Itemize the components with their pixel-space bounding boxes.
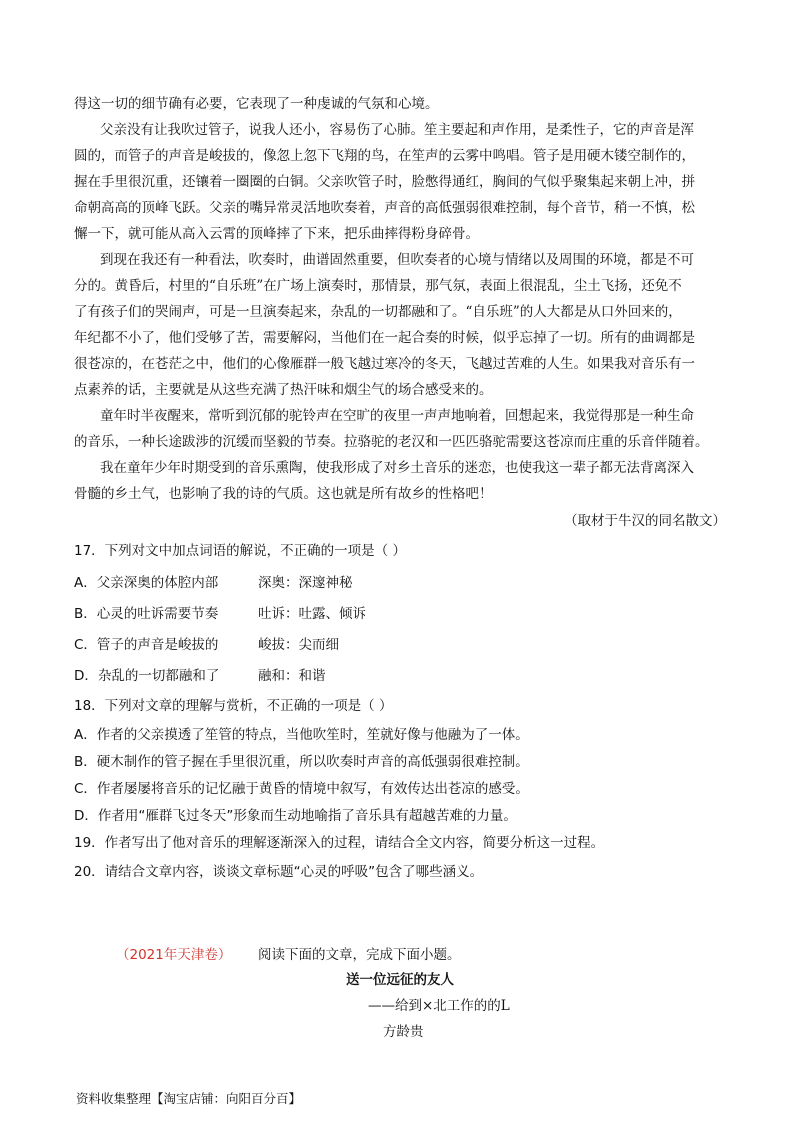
option-c: C．管子的声音是峻拔的 <box>74 637 219 653</box>
passage-line: 懈一下，就可能从高入云霄的顶峰摔了下来，把乐曲摔得粉身碎骨。 <box>74 226 479 242</box>
passage-line: 分的。黄昏后，村里的“自乐班”在广场上演奏时，那情景，那气氛，表面上很混乱，尘土飞扬，还免不 <box>74 278 682 294</box>
passage-line: 年纪都不小了，他们受够了苦，需要解闷，当他们在一起合奏的时候，似乎忘掉了一切。所有的曲调都是 <box>74 330 695 346</box>
passage-line: 圆的，而管子的声音是峻拔的，像忽上忽下飞翔的鸟，在笙声的云雾中鸣唱。管子是用硬木镂空制作的， <box>74 148 695 164</box>
passage-source: （取材于牛汉的同名散文） <box>564 513 726 529</box>
option-b: B．硬木制作的管子握在手里很沉重，所以吹奏时声音的高低强弱很难控制。 <box>74 754 529 770</box>
passage-line: 到现在我还有一种看法，吹奏时，曲谱固然重要，但吹奏者的心境与情绪以及周围的环境，都是不可 <box>100 252 694 268</box>
footer-text: 资料收集整理【淘宝店铺：向阳百分百】 <box>76 1091 302 1106</box>
option-c-gloss: 峻拔：尖而细 <box>258 637 339 653</box>
article-title: 送一位远征的友人 <box>346 972 454 988</box>
question-stem: 18．下列对文章的理解与赏析，不正确的一项是（ ） <box>74 698 393 714</box>
question-stem: 17．下列对文中加点词语的解说，不正确的一项是（ ） <box>74 543 406 559</box>
option-a: A．父亲深奥的体腔内部 <box>74 575 219 591</box>
option-a-gloss: 深奥：深邃神秘 <box>258 575 353 591</box>
option-d: D．作者用“雁群飞过冬天”形象而生动地喻指了音乐具有超越苦难的力量。 <box>74 808 517 824</box>
option-c: C．作者屡屡将音乐的记忆融于黄昏的情境中叙写，有效传达出苍凉的感受。 <box>74 781 529 797</box>
passage-line: 命朝高高的顶峰飞跃。父亲的嘴异常灵活地吹奏着，声音的高低强弱很难控制，每个音节，稍一不慎，松 <box>74 200 695 216</box>
passage-line: 父亲没有让我吹过管子，说我人还小，容易伤了心肺。笙主要起和声作用，是柔性子，它的声音是浑 <box>100 122 694 138</box>
instruction: 阅读下面的文章，完成下面小题。 <box>258 947 461 963</box>
passage-line: 很苍凉的，在苍茫之中，他们的心像雁群一般飞越过寒冷的冬天，飞越过苦难的人生。如果我对音乐有一 <box>74 356 695 372</box>
passage-line: 了有孩子们的哭闹声，可是一旦演奏起来，杂乱的一切都融和了。“自乐班”的人大都是从口外回来的， <box>74 304 682 320</box>
question-19: 19．作者写出了他对音乐的理解逐渐深入的过程，请结合全文内容，简要分析这一过程。 <box>74 835 605 851</box>
option-b-gloss: 吐诉：吐露、倾诉 <box>258 606 366 622</box>
passage-line: 的音乐，一种长途跋涉的沉缓而坚毅的节奏。拉骆驼的老汉和一匹匹骆驼需要这苍凉而庄重的乐音伴随着。 <box>74 434 709 450</box>
passage-line: 我在童年少年时期受到的音乐熏陶，使我形成了对乡土音乐的迷恋，也使我这一辈子都无法背离深入 <box>100 460 694 476</box>
option-d-gloss: 融和：和谐 <box>258 668 326 684</box>
exam-source-tag: （2021年天津卷） <box>116 947 232 963</box>
question-20: 20．请结合文章内容，谈谈文章标题“心灵的呼吸”包含了哪些涵义。 <box>74 864 484 880</box>
passage-line: 握在手里很沉重，还镶着一圈圈的白铜。父亲吹管子时，脸憋得通红，胸间的气似乎聚集起来朝上冲，拼 <box>74 174 695 190</box>
option-d: D．杂乱的一切都融和了 <box>74 668 220 684</box>
passage-line: 童年时半夜醒来，常听到沉郁的驼铃声在空旷的夜里一声声地响着，回想起来，我觉得那是一种生命 <box>100 408 694 424</box>
option-a: A．作者的父亲摸透了笙管的特点，当他吹笙时，笙就好像与他融为了一体。 <box>74 727 529 743</box>
option-b: B．心灵的吐诉需要节奏 <box>74 606 219 622</box>
passage-line: 骨髓的乡土气，也影响了我的诗的气质。这也就是所有故乡的性格吧！ <box>74 486 493 502</box>
article-author: 方龄贵 <box>383 1024 424 1040</box>
passage-line: 得这一切的细节确有必要，它表现了一种虔诚的气氛和心境。 <box>74 96 439 112</box>
passage-line: 点素养的话，主要就是从这些充满了热汗味和烟尘气的场合感受来的。 <box>74 382 493 398</box>
article-subtitle: ——给到×北工作的的L <box>368 998 510 1014</box>
